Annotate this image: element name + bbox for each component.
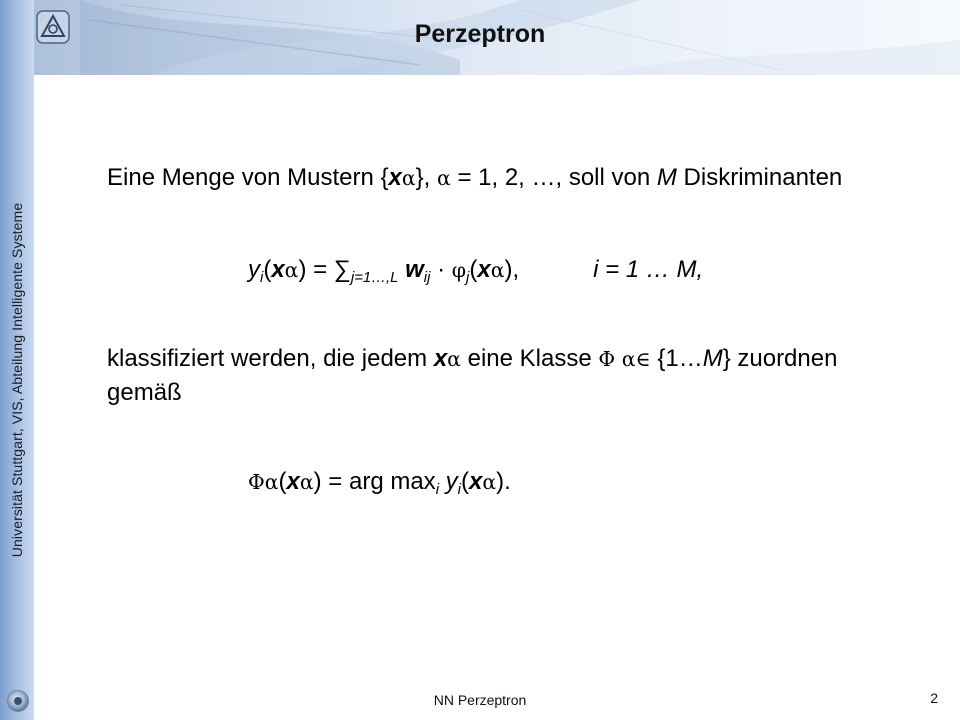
eq1-i: i [260,270,264,287]
eq2-open: ( [278,468,287,495]
eq1-close-2: ), [504,256,520,283]
eq2-mid: ) = arg max [313,468,436,495]
eq1-sum-range: j=1…,L [350,270,399,287]
discriminant-equation [248,256,703,288]
class-alpha-2: α [621,347,636,371]
eq1-range: i = 1 … M, [593,256,704,283]
eq2-alpha-3: α [482,470,497,494]
eq1-open: ( [263,256,272,283]
class-Phi: Φ [598,347,616,371]
argmax-equation [248,468,511,500]
eq2-i-2: i [457,482,461,499]
class-alpha: α [447,347,461,371]
class-M: M [702,345,723,372]
intro-text-c: = 1, 2, …, soll von [450,164,657,191]
class-elem: ∈ [635,347,651,371]
symbol-x: x [388,164,402,191]
eq1-y: y [248,256,260,283]
eq1-phi: φ [451,258,467,282]
intro-text-a: Eine Menge von Mustern { [107,164,389,191]
eq1-w: w [405,256,424,283]
eq1-alpha-2: α [490,258,505,282]
intro-line [107,164,842,193]
page-number: 2 [930,690,938,706]
eq2-alpha: α [264,470,279,494]
eq2-x: x [286,468,300,495]
class-x: x [433,345,448,372]
eq2-end: ). [496,468,511,495]
eq2-y: y [445,468,458,495]
sidebar-affiliation-text: Universität Stuttgart, VIS, Abteilung Intelligente Systeme [9,202,25,558]
eq1-alpha: α [284,258,299,282]
eq2-open-2: ( [460,468,469,495]
eq1-open-2: ( [469,256,478,283]
eq1-w-sub: ij [423,270,431,287]
class-text-b: eine Klasse [460,345,599,372]
slide-header [0,0,960,75]
eq2-alpha-2: α [299,470,314,494]
class-text-c: {1… [650,345,703,372]
eq2-Phi: Φ [248,470,265,494]
page-title: Perzeptron [414,20,546,48]
symbol-alpha: α [401,166,416,190]
eq1-close-eq: ) = ∑ [298,256,351,283]
eq1-dot: · [430,256,452,283]
eq1-x: x [271,256,285,283]
eq1-phi-sub: j [466,270,470,287]
class-text-d: } zuordnen [722,345,838,372]
eq1-x-2: x [477,256,491,283]
eq2-i: i [435,482,439,499]
gemaess-line: gemäß [107,379,182,406]
symbol-M: M [656,164,677,191]
intro-text-b: }, [415,164,437,191]
footer-text: NN Perzeptron [433,692,527,708]
intro-text-d: Diskriminanten [676,164,843,191]
classification-line [107,345,837,374]
left-sidebar-band [0,0,34,720]
eq2-x-2: x [468,468,483,495]
symbol-alpha-2: α [437,166,451,190]
class-text-a: klassifiziert werden, die jedem [107,345,434,372]
